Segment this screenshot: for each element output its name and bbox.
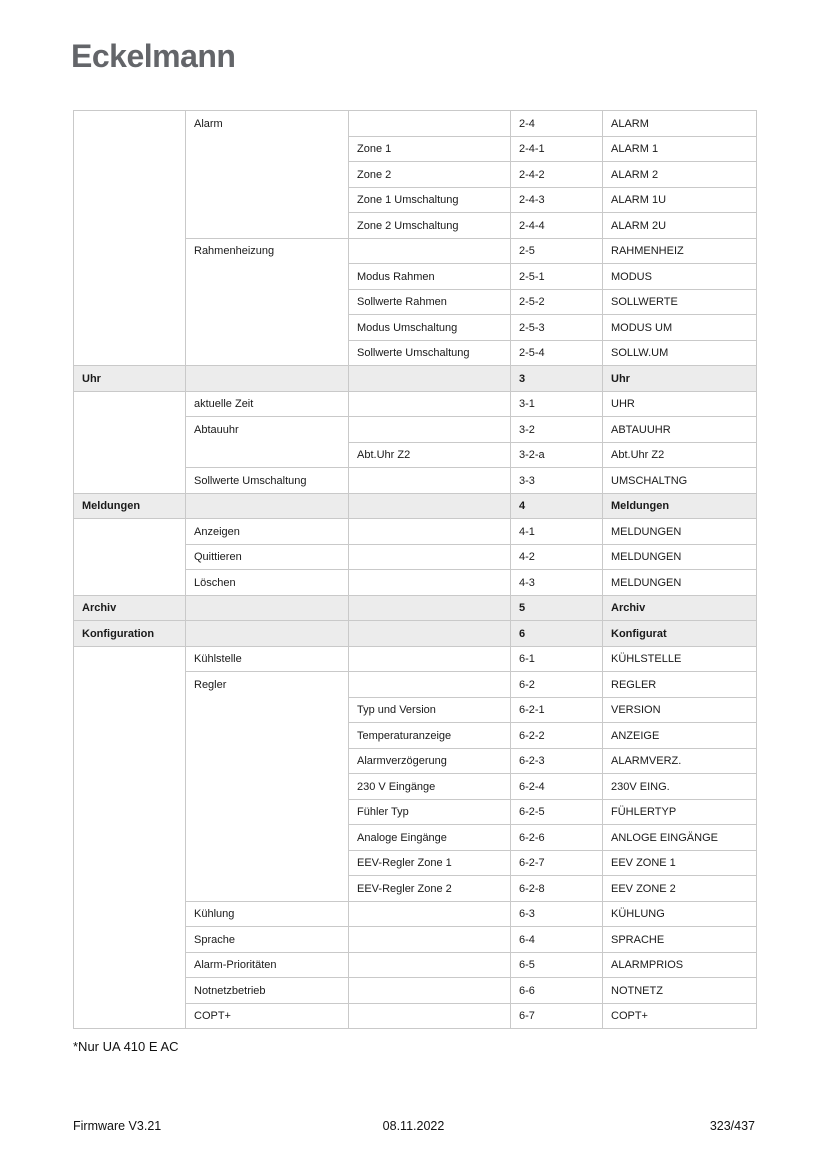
- menu-code-cell: 6-2-2: [511, 723, 603, 749]
- table-row: [74, 519, 757, 545]
- menu-level3-cell: Zone 2: [349, 162, 511, 188]
- display-text-cell: ALARM 1: [603, 136, 757, 162]
- menu-code-cell: 6-3: [511, 901, 603, 927]
- menu-level1-cell: [74, 111, 186, 366]
- menu-level3-cell: Sollwerte Umschaltung: [349, 340, 511, 366]
- menu-level3-cell: Analoge Eingänge: [349, 825, 511, 851]
- menu-code-cell: 3-2-a: [511, 442, 603, 468]
- display-text-cell: MELDUNGEN: [603, 544, 757, 570]
- menu-level2-cell: Rahmenheizung: [186, 238, 349, 366]
- menu-level3-cell: [349, 544, 511, 570]
- display-text-cell: RAHMENHEIZ: [603, 238, 757, 264]
- menu-code-cell: 6-6: [511, 978, 603, 1004]
- menu-code-cell: 4-2: [511, 544, 603, 570]
- menu-level3-cell: [349, 621, 511, 647]
- menu-level1-cell: [74, 519, 186, 596]
- menu-level2-cell: Abtauuhr: [186, 417, 349, 468]
- display-text-cell: Meldungen: [603, 493, 757, 519]
- menu-code-cell: 2-4-2: [511, 162, 603, 188]
- menu-level3-cell: [349, 111, 511, 137]
- menu-level1-cell: Meldungen: [74, 493, 186, 519]
- menu-level3-cell: [349, 901, 511, 927]
- menu-code-cell: 2-5-3: [511, 315, 603, 341]
- display-text-cell: MODUS: [603, 264, 757, 290]
- menu-level3-cell: Modus Umschaltung: [349, 315, 511, 341]
- menu-level3-cell: 230 V Eingänge: [349, 774, 511, 800]
- footer-page-number: 323/437: [709, 1119, 755, 1133]
- display-text-cell: ALARM 2: [603, 162, 757, 188]
- display-text-cell: KÜHLSTELLE: [603, 646, 757, 672]
- menu-level2-cell: [186, 595, 349, 621]
- table-row: [74, 595, 757, 621]
- footer-firmware-version: Firmware V3.21: [73, 1119, 162, 1133]
- menu-code-cell: 3-1: [511, 391, 603, 417]
- menu-code-cell: 6: [511, 621, 603, 647]
- display-text-cell: COPT+: [603, 1003, 757, 1029]
- table-row: [74, 366, 757, 392]
- menu-level1-cell: Konfiguration: [74, 621, 186, 647]
- table-row: [74, 391, 757, 417]
- menu-level3-cell: [349, 238, 511, 264]
- menu-code-cell: 4-1: [511, 519, 603, 545]
- display-text-cell: ALARM 1U: [603, 187, 757, 213]
- menu-code-cell: 6-2-4: [511, 774, 603, 800]
- menu-level1-cell: Archiv: [74, 595, 186, 621]
- menu-level3-cell: [349, 366, 511, 392]
- display-text-cell: UMSCHALTNG: [603, 468, 757, 494]
- menu-level3-cell: Zone 2 Umschaltung: [349, 213, 511, 239]
- menu-level3-cell: [349, 391, 511, 417]
- menu-code-cell: 2-4-3: [511, 187, 603, 213]
- display-text-cell: FÜHLERTYP: [603, 799, 757, 825]
- display-text-cell: ALARMPRIOS: [603, 952, 757, 978]
- display-text-cell: Uhr: [603, 366, 757, 392]
- display-text-cell: ANZEIGE: [603, 723, 757, 749]
- menu-code-cell: 3-2: [511, 417, 603, 443]
- menu-code-cell: 4-3: [511, 570, 603, 596]
- display-text-cell: KÜHLUNG: [603, 901, 757, 927]
- display-text-cell: SOLLWERTE: [603, 289, 757, 315]
- menu-level1-cell: [74, 646, 186, 1029]
- menu-level3-cell: [349, 417, 511, 443]
- menu-level3-cell: [349, 468, 511, 494]
- menu-level3-cell: Abt.Uhr Z2: [349, 442, 511, 468]
- menu-code-cell: 6-2-3: [511, 748, 603, 774]
- menu-level3-cell: [349, 493, 511, 519]
- display-text-cell: MODUS UM: [603, 315, 757, 341]
- display-text-cell: SPRACHE: [603, 927, 757, 953]
- display-text-cell: EEV ZONE 1: [603, 850, 757, 876]
- menu-level2-cell: aktuelle Zeit: [186, 391, 349, 417]
- menu-level2-cell: Quittieren: [186, 544, 349, 570]
- display-text-cell: ALARM 2U: [603, 213, 757, 239]
- menu-level2-cell: Notnetzbetrieb: [186, 978, 349, 1004]
- menu-level3-cell: [349, 952, 511, 978]
- display-text-cell: Abt.Uhr Z2: [603, 442, 757, 468]
- menu-level3-cell: [349, 570, 511, 596]
- display-text-cell: ANLOGE EINGÄNGE: [603, 825, 757, 851]
- menu-level2-cell: Alarm-Prioritäten: [186, 952, 349, 978]
- display-text-cell: ALARMVERZ.: [603, 748, 757, 774]
- display-text-cell: MELDUNGEN: [603, 519, 757, 545]
- display-text-cell: MELDUNGEN: [603, 570, 757, 596]
- display-text-cell: Archiv: [603, 595, 757, 621]
- menu-code-cell: 6-2: [511, 672, 603, 698]
- menu-code-cell: 2-4-1: [511, 136, 603, 162]
- menu-code-cell: 2-4-4: [511, 213, 603, 239]
- menu-level2-cell: Anzeigen: [186, 519, 349, 545]
- menu-level3-cell: [349, 672, 511, 698]
- menu-level3-cell: Fühler Typ: [349, 799, 511, 825]
- menu-level1-cell: Uhr: [74, 366, 186, 392]
- menu-code-cell: 6-4: [511, 927, 603, 953]
- display-text-cell: SOLLW.UM: [603, 340, 757, 366]
- display-text-cell: ALARM: [603, 111, 757, 137]
- menu-level2-cell: [186, 493, 349, 519]
- menu-level2-cell: Regler: [186, 672, 349, 902]
- table-row: [74, 646, 757, 672]
- menu-level3-cell: Zone 1 Umschaltung: [349, 187, 511, 213]
- menu-code-cell: 2-5-1: [511, 264, 603, 290]
- eckelmann-logo: Eckelmann: [71, 38, 236, 74]
- menu-level3-cell: [349, 519, 511, 545]
- menu-code-cell: 4: [511, 493, 603, 519]
- menu-level2-cell: Löschen: [186, 570, 349, 596]
- display-text-cell: NOTNETZ: [603, 978, 757, 1004]
- display-text-cell: ABTAUUHR: [603, 417, 757, 443]
- menu-level2-cell: Alarm: [186, 111, 349, 239]
- display-text-cell: UHR: [603, 391, 757, 417]
- menu-level2-cell: Kühlstelle: [186, 646, 349, 672]
- menu-level2-cell: [186, 621, 349, 647]
- footnote: *Nur UA 410 E AC: [73, 1039, 179, 1054]
- menu-code-cell: 6-5: [511, 952, 603, 978]
- menu-code-cell: 6-2-7: [511, 850, 603, 876]
- menu-code-cell: 6-2-6: [511, 825, 603, 851]
- menu-level3-cell: Sollwerte Rahmen: [349, 289, 511, 315]
- menu-table-body: [74, 111, 757, 1029]
- menu-level3-cell: Modus Rahmen: [349, 264, 511, 290]
- menu-code-cell: 6-1: [511, 646, 603, 672]
- menu-level3-cell: Alarmverzögerung: [349, 748, 511, 774]
- menu-code-cell: 6-2-5: [511, 799, 603, 825]
- menu-level1-cell: [74, 391, 186, 493]
- menu-code-cell: 3-3: [511, 468, 603, 494]
- menu-level2-cell: Sprache: [186, 927, 349, 953]
- table-row: [74, 493, 757, 519]
- table-row: [74, 111, 757, 137]
- menu-level2-cell: Sollwerte Umschaltung: [186, 468, 349, 494]
- menu-code-cell: 6-2-8: [511, 876, 603, 902]
- menu-level3-cell: Zone 1: [349, 136, 511, 162]
- menu-level3-cell: Temperaturanzeige: [349, 723, 511, 749]
- menu-code-cell: 2-5-2: [511, 289, 603, 315]
- menu-level3-cell: EEV-Regler Zone 1: [349, 850, 511, 876]
- display-text-cell: EEV ZONE 2: [603, 876, 757, 902]
- menu-code-cell: 6-7: [511, 1003, 603, 1029]
- menu-level2-cell: [186, 366, 349, 392]
- menu-code-cell: 2-4: [511, 111, 603, 137]
- menu-structure-table: [73, 110, 757, 1029]
- menu-code-cell: 5: [511, 595, 603, 621]
- menu-code-cell: 2-5: [511, 238, 603, 264]
- menu-level2-cell: COPT+: [186, 1003, 349, 1029]
- menu-level3-cell: Typ und Version: [349, 697, 511, 723]
- menu-level3-cell: [349, 646, 511, 672]
- menu-level3-cell: [349, 1003, 511, 1029]
- menu-level2-cell: Kühlung: [186, 901, 349, 927]
- menu-level3-cell: EEV-Regler Zone 2: [349, 876, 511, 902]
- table-row: [74, 621, 757, 647]
- footer-date: 08.11.2022: [382, 1119, 445, 1133]
- menu-level3-cell: [349, 595, 511, 621]
- menu-code-cell: 2-5-4: [511, 340, 603, 366]
- display-text-cell: REGLER: [603, 672, 757, 698]
- menu-level3-cell: [349, 978, 511, 1004]
- menu-level3-cell: [349, 927, 511, 953]
- menu-code-cell: 3: [511, 366, 603, 392]
- menu-code-cell: 6-2-1: [511, 697, 603, 723]
- display-text-cell: VERSION: [603, 697, 757, 723]
- display-text-cell: Konfigurat: [603, 621, 757, 647]
- display-text-cell: 230V EING.: [603, 774, 757, 800]
